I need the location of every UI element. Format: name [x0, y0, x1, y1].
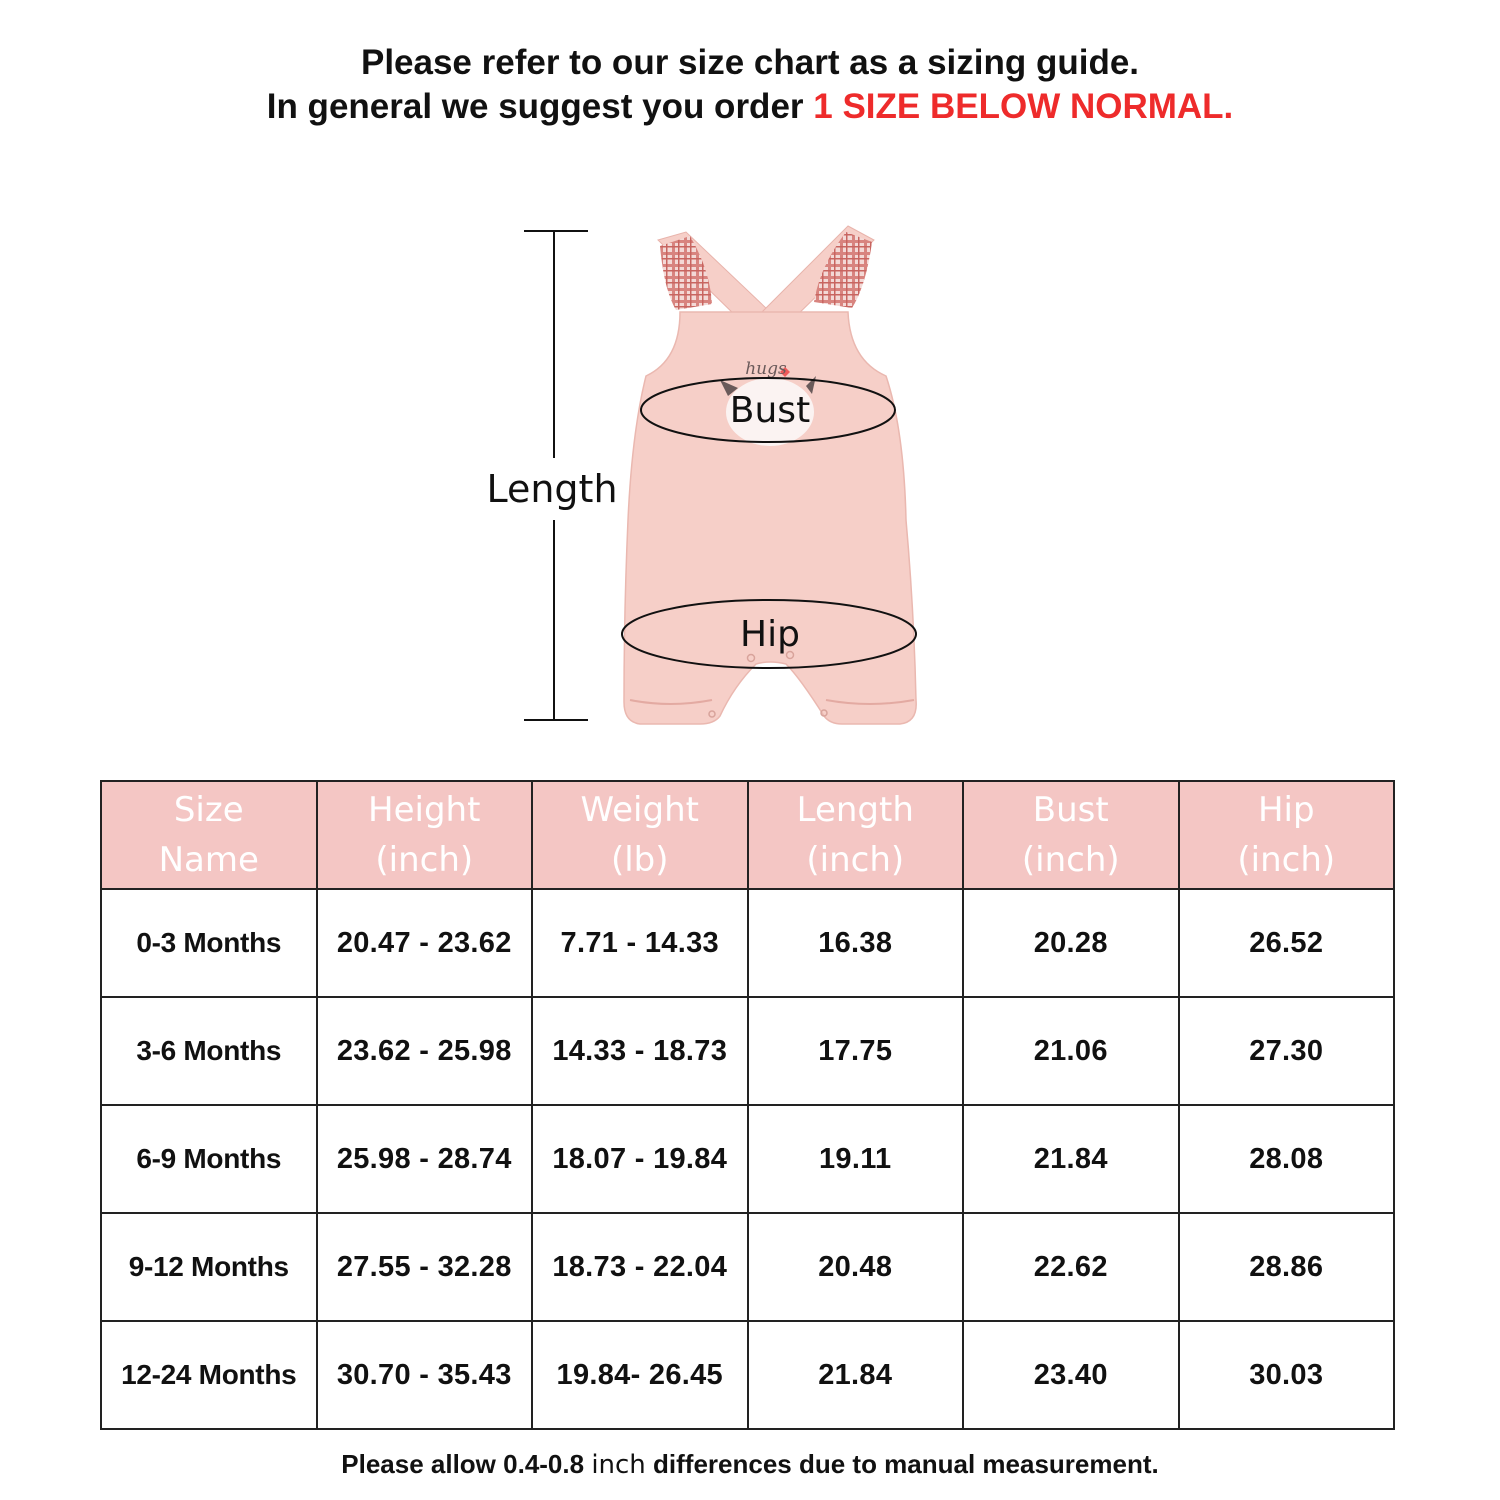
header-length: Length (inch) [748, 781, 964, 889]
footnote-prefix: Please allow 0.4-0.8 [341, 1449, 592, 1479]
size-name-cell: 9-12 Months [101, 1213, 317, 1321]
height-cell: 20.47 - 23.62 [317, 889, 533, 997]
hip-cell: 27.30 [1179, 997, 1395, 1105]
size-below-highlight: 1 SIZE BELOW NORMAL. [813, 87, 1234, 126]
size-name-cell: 3-6 Months [101, 997, 317, 1105]
weight-cell: 19.84- 26.45 [532, 1321, 748, 1429]
bust-cell: 22.62 [963, 1213, 1179, 1321]
headline-suggestion-text: In general we suggest you order [266, 87, 814, 126]
size-name-cell: 12-24 Months [101, 1321, 317, 1429]
footnote-suffix: differences due to manual measurement. [645, 1449, 1159, 1479]
height-cell: 30.70 - 35.43 [317, 1321, 533, 1429]
hugs-print-text: hugs [745, 359, 787, 379]
weight-cell: 18.73 - 22.04 [532, 1213, 748, 1321]
length-cell: 19.11 [748, 1105, 964, 1213]
height-cell: 27.55 - 32.28 [317, 1213, 533, 1321]
weight-cell: 18.07 - 19.84 [532, 1105, 748, 1213]
hip-cell: 26.52 [1179, 889, 1395, 997]
footnote-unit: inch [591, 1450, 646, 1480]
header-hip: Hip (inch) [1179, 781, 1395, 889]
bust-cell: 21.84 [963, 1105, 1179, 1213]
header-bust: Bust (inch) [963, 781, 1179, 889]
bust-cell: 23.40 [963, 1321, 1179, 1429]
table-row [101, 997, 1394, 1105]
length-cell: 21.84 [748, 1321, 964, 1429]
weight-cell: 7.71 - 14.33 [532, 889, 748, 997]
bust-cell: 21.06 [963, 997, 1179, 1105]
hip-label: Hip [740, 614, 800, 655]
size-name-cell: 0-3 Months [101, 889, 317, 997]
header-height: Height (inch) [317, 781, 533, 889]
length-cell: 20.48 [748, 1213, 964, 1321]
length-cell: 17.75 [748, 997, 964, 1105]
size-chart-table [100, 780, 1395, 1430]
table-row [101, 889, 1394, 997]
size-name-cell: 6-9 Months [101, 1105, 317, 1213]
table-row [101, 1105, 1394, 1213]
length-cell: 16.38 [748, 889, 964, 997]
header-weight: Weight (lb) [532, 781, 748, 889]
table-header-row [101, 781, 1394, 889]
table-row [101, 1213, 1394, 1321]
length-label: Length [486, 467, 618, 511]
bust-cell: 20.28 [963, 889, 1179, 997]
hip-cell: 28.86 [1179, 1213, 1395, 1321]
hip-cell: 28.08 [1179, 1105, 1395, 1213]
measurement-footnote [0, 1449, 1500, 1480]
height-cell: 23.62 - 25.98 [317, 997, 533, 1105]
height-cell: 25.98 - 28.74 [317, 1105, 533, 1213]
bust-label: Bust [729, 390, 811, 431]
hip-cell: 30.03 [1179, 1321, 1395, 1429]
table-row [101, 1321, 1394, 1429]
header-size-name: Size Name [101, 781, 317, 889]
headline-sizing-guide: Please refer to our size chart as a sizing guide. [360, 43, 1140, 82]
weight-cell: 14.33 - 18.73 [532, 997, 748, 1105]
